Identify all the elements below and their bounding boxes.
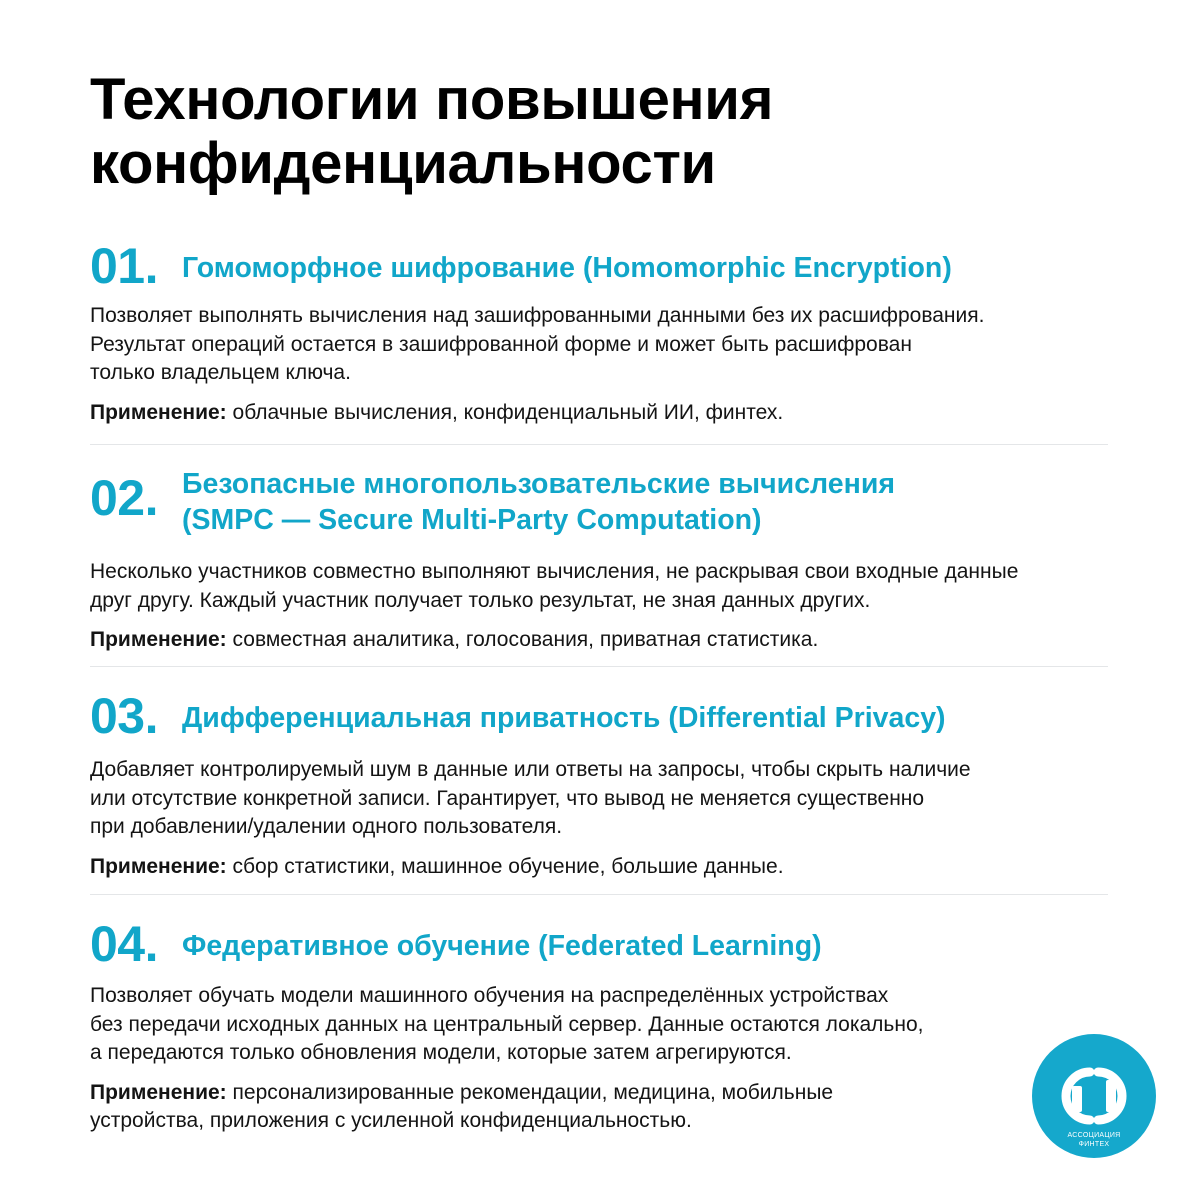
section-title <box>182 690 946 736</box>
usage-label: Применение: <box>90 628 227 651</box>
description-line: только владельцем ключа. <box>90 361 351 384</box>
usage-text: персонализированные рекомендации, медицина, мобильные <box>232 1080 834 1104</box>
description-line: а передаются только обновления модели, которые затем агрегируются. <box>90 1041 792 1064</box>
section-title-line: (SMPC — Secure Multi-Party Computation) <box>182 504 762 536</box>
description-line: Результат операций остается в зашифрованной форме и может быть расшифрован <box>90 332 912 356</box>
usage-text: сбор статистики, машинное обучение, большие данные. <box>232 854 784 878</box>
section-number: 03. <box>90 688 159 744</box>
description-line: Добавляет контролируемый шум в данные или ответы на запросы, чтобы скрыть наличие <box>90 758 971 781</box>
usage-paragraph <box>90 399 1130 428</box>
section-differential-privacy <box>90 690 1130 881</box>
usage-label: Применение: <box>90 1080 227 1104</box>
usage-line <box>90 1079 1130 1108</box>
usage-text: облачные вычисления, конфиденциальный ИИ, финтех. <box>232 400 784 424</box>
section-title-line: Дифференциальная приватность (Differential Privacy) <box>182 702 946 734</box>
section-divider <box>90 894 1108 895</box>
usage-label: Применение: <box>90 400 227 424</box>
page-title-line-1: Технологии повышения <box>90 67 774 132</box>
usage-paragraph <box>90 853 1130 882</box>
description-line: без передачи исходных данных на центральный сервер. Данные остаются локально, <box>90 1012 924 1036</box>
section-divider <box>90 666 1108 667</box>
usage-paragraph <box>90 626 1130 655</box>
section-header <box>90 240 1130 292</box>
section-header <box>90 690 1130 742</box>
logo-text-line-1: АССОЦИАЦИЯ <box>1067 1132 1121 1139</box>
section-smpc <box>90 466 1130 655</box>
section-header <box>90 466 1130 538</box>
description-line: друг другу. Каждый участник получает только результат, не зная данных других. <box>90 588 871 612</box>
page-title <box>90 68 1130 196</box>
section-description <box>90 982 1130 1068</box>
section-title <box>182 240 952 286</box>
description-line: или отсутствие конкретной записи. Гарантирует, что вывод не меняется существенно <box>90 786 925 810</box>
usage-text: совместная аналитика, голосования, приватная статистика. <box>232 628 819 651</box>
section-header <box>90 918 1130 970</box>
fintech-association-logo <box>1032 1034 1156 1158</box>
section-title <box>182 466 895 538</box>
section-title-line: Федеративное обучение (Federated Learning) <box>182 930 822 962</box>
description-line: при добавлении/удалении одного пользователя. <box>90 815 563 838</box>
section-homomorphic-encryption <box>90 240 1130 427</box>
section-number: 02. <box>90 470 159 526</box>
description-line: Позволяет обучать модели машинного обучения на распределённых устройствах <box>90 984 889 1007</box>
description-line: Несколько участников совместно выполняют вычисления, не раскрывая свои входные данные <box>90 560 1019 583</box>
section-number: 01. <box>90 238 159 294</box>
section-federated-learning <box>90 918 1130 1136</box>
section-divider <box>90 444 1108 445</box>
section-description <box>90 302 1130 388</box>
description-line: Позволяет выполнять вычисления над зашифрованными данными без их расшифрования. <box>90 304 985 327</box>
logo-text-line-2: ФИНТЕХ <box>1078 1141 1110 1148</box>
section-number: 04. <box>90 916 159 972</box>
slide <box>90 67 1130 1132</box>
section-description <box>90 558 1130 615</box>
usage-text: устройства, приложения с усиленной конфиденциальностью. <box>90 1109 692 1132</box>
usage-paragraph <box>90 1079 1130 1136</box>
section-title <box>182 918 822 964</box>
usage-label: Применение: <box>90 854 227 878</box>
section-title-line: Гомоморфное шифрование (Homomorphic Encryption) <box>182 252 952 284</box>
page-title-line-2: конфиденциальности <box>90 131 716 196</box>
section-description <box>90 756 1130 842</box>
section-title-line: Безопасные многопользовательские вычисления <box>182 468 896 500</box>
